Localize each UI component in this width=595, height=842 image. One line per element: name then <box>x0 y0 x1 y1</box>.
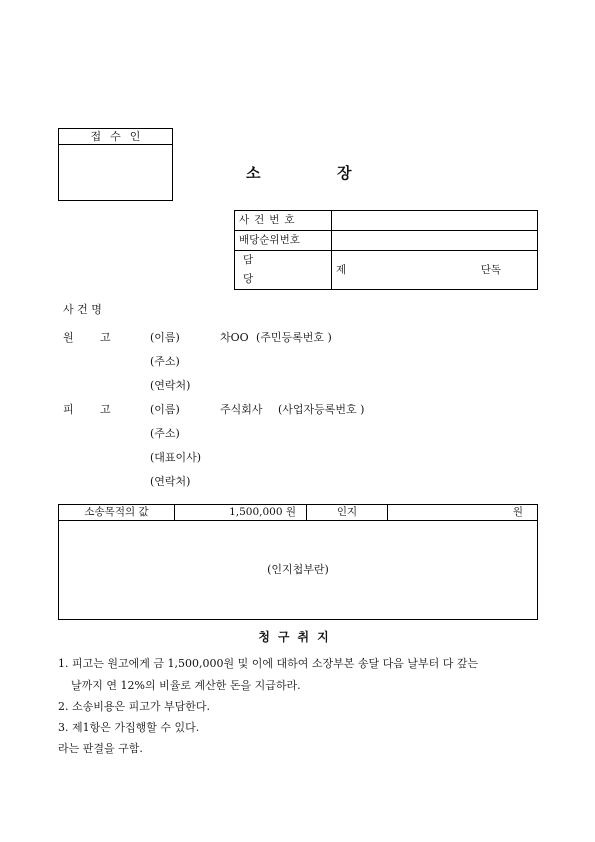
division-prefix: 제 <box>336 263 347 276</box>
assignment-number-label: 배당순위번호 <box>235 231 332 251</box>
stamp-attachment-label: (인지첩부란) <box>267 563 329 576</box>
division-row <box>235 251 538 290</box>
claim-value-amount[interactable]: 1,500,000 원 <box>175 505 307 521</box>
defendant-contact-label: (연락처) <box>150 475 191 488</box>
case-number-label: 사건번호 <box>235 211 332 231</box>
plaintiff-id-label: (주민등록번호 ) <box>256 331 332 344</box>
claim-item-1: 1. 피고는 원고에게 금 1,500,000원 및 이에 대하여 소장부본 송달 다음 날부터 다 갚는 <box>58 657 479 670</box>
plaintiff-name-value: 차OO <box>220 331 249 344</box>
claim-item-3: 3. 제1항은 가집행할 수 있다. <box>58 721 200 734</box>
case-name-label: 사 건 명 <box>63 303 102 316</box>
claim-title: 청구취지 <box>258 630 337 644</box>
case-info-table <box>234 210 538 290</box>
defendant-name-value: 주식회사 <box>220 403 263 416</box>
case-number-value[interactable] <box>332 211 538 231</box>
defendant-address-label: (주소) <box>150 427 180 440</box>
defendant-rep-label: (대표이사) <box>150 451 202 464</box>
plaintiff-label-1: 원 <box>63 331 74 344</box>
defendant-name-label: (이름) <box>150 403 180 416</box>
defendant-label-2: 고 <box>100 403 111 416</box>
stamp-amount[interactable]: 원 <box>388 505 538 521</box>
plaintiff-contact-label: (연락처) <box>150 379 191 392</box>
claim-value-label: 소송목적의 값 <box>59 505 175 521</box>
assignment-number-value[interactable] <box>332 231 538 251</box>
plaintiff-label-2: 고 <box>100 331 111 344</box>
stamp-attachment-area <box>58 519 538 620</box>
document-title-left: 소 <box>246 164 261 182</box>
plaintiff-address-label: (주소) <box>150 355 180 368</box>
defendant-label-1: 피 <box>63 403 74 416</box>
defendant-id-label: (사업자등록번호 ) <box>278 403 365 416</box>
claim-item-2: 2. 소송비용은 피고가 부담한다. <box>58 700 210 713</box>
stamp-label: 인지 <box>307 505 388 521</box>
division-label-text: 담당 <box>243 254 294 285</box>
receipt-box <box>58 128 173 201</box>
division-suffix: 단독 <box>480 263 501 276</box>
document-title-right: 장 <box>337 164 352 182</box>
assignment-number-row <box>235 231 538 251</box>
case-number-row <box>235 211 538 231</box>
division-label <box>235 251 332 290</box>
receipt-label: 접수인 <box>59 129 172 145</box>
claim-item-1-cont: 날까지 연 12%의 비율로 계산한 돈을 지급하라. <box>71 679 301 692</box>
claim-closing: 라는 판결을 구함. <box>58 742 143 755</box>
plaintiff-name-label: (이름) <box>150 331 180 344</box>
division-value[interactable] <box>332 251 538 290</box>
